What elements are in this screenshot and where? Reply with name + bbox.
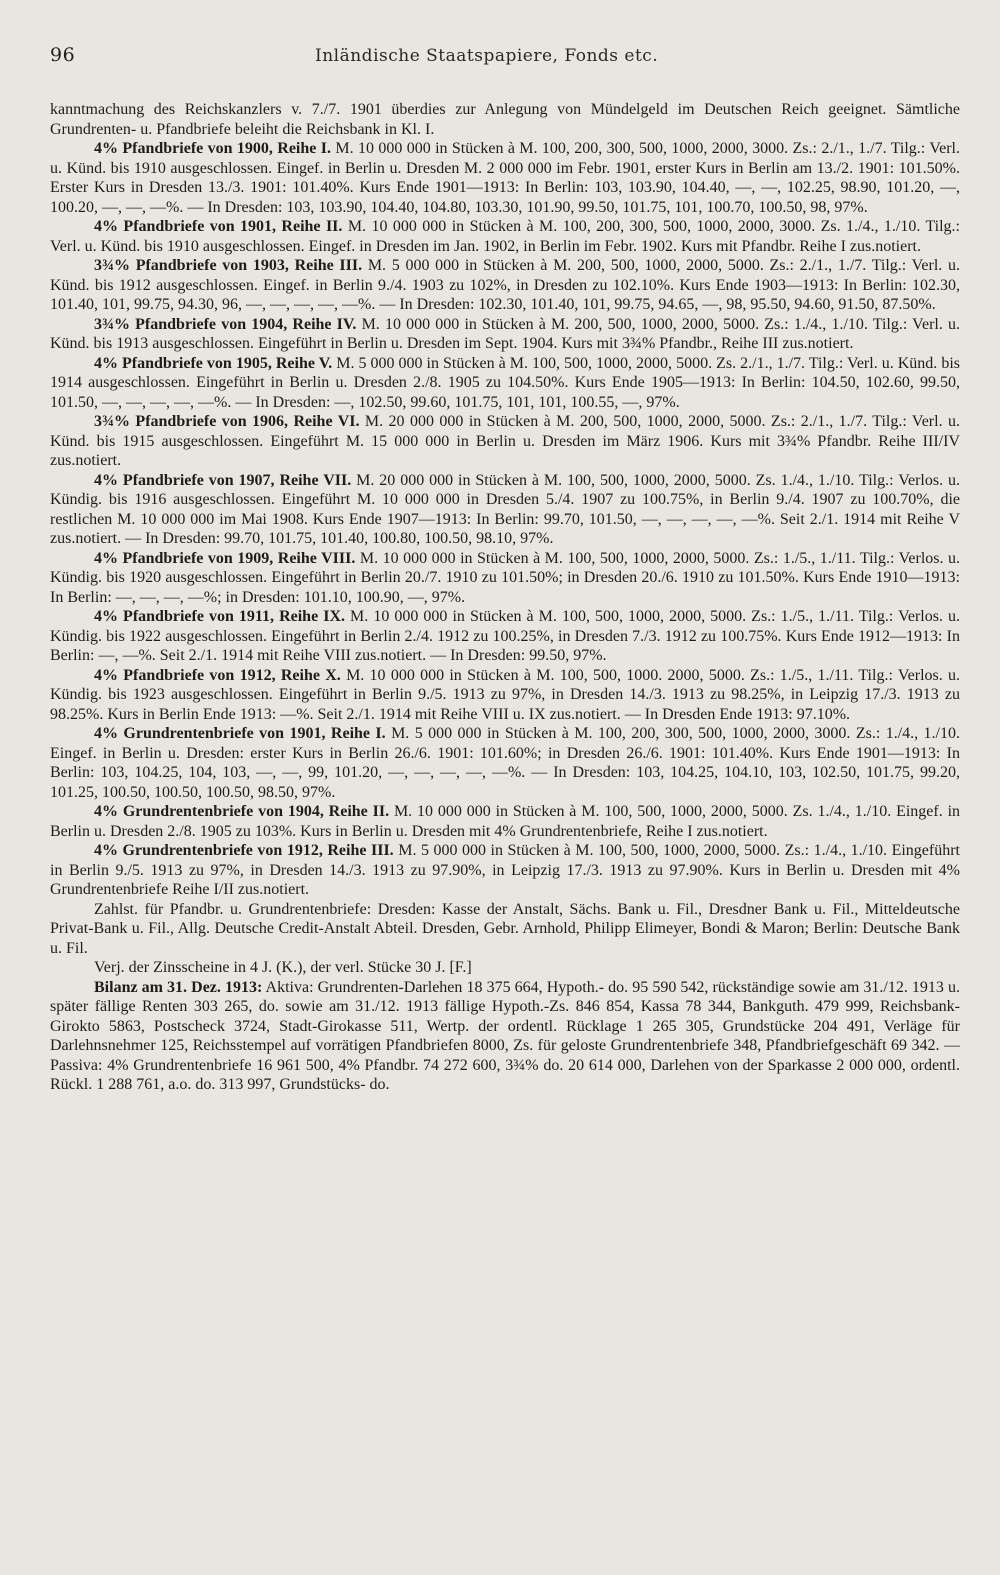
- paragraph-text: M. 5 000 000 in Stücken à M. 100, 500, 1000, 2000, 5000. Zs. 2./1., 1./7. Tilg.: Verl. u. Künd. bis 1914 ausgeschlossen. Eingeführt in Berlin u. Dresden 2./8. 1905 zu 104.50%. Kurs Ende 1905—1913: In Berlin: 104.50, 102.60, 99.50, 101.50, —, —, —, —, —%. — In Dresden: —, 102.50, 99.60, 101.75, 101, 101, 100.55, —, 97%.: [50, 354, 961, 411]
- paragraph: [50, 841, 960, 900]
- paragraph: [50, 315, 960, 354]
- entry-title: 4% Pfandbriefe von 1900, Reihe I.: [94, 140, 331, 157]
- paragraph-text: M. 10 000 000 in Stücken à M. 100, 200, 300, 500, 1000, 2000, 3000. Zs.: 2./1., 1./7. Tilg.: Verl. u. Künd. bis 1910 ausgeschlossen. Eingef. in Berlin u. Dresden M. 2 000 000 im Febr. 1901, erster Kurs in Berlin am 13./2. 1901: 101.50%. Erster Kurs in Dresden 13./3. 1901: 101.40%. Kurs Ende 1901—1913: In Berlin: 103, 103.90, 104.40, —, —, 102.25, 98.90, 101.20, —, 100.20, —, —, —%. — In Dresden: 103, 103.90, 104.40, 104.80, 103.30, 101.90, 99.50, 101.75, 101, 100.70, 100.50, 98, 97%.: [50, 140, 960, 216]
- entry-title: 3¾% Pfandbriefe von 1904, Reihe IV.: [94, 315, 357, 333]
- paragraph: [50, 471, 960, 549]
- entry-title: 4% Pfandbriefe von 1907, Reihe VII.: [94, 471, 352, 489]
- body-text: [50, 100, 960, 1095]
- paragraph-text: M. 10 000 000 in Stücken à M. 100, 500, 1000, 2000, 5000. Zs.: 1./5., 1./11. Tilg.: Verlos. u. Kündig. bis 1920 ausgeschlossen. Eingeführt in Berlin 20./7. 1910 zu 101.50%; in Dresden 20./6. 1910 zu 101.50%. Kurs Ende 1910—1913: In Berlin: —, —, —, —%; in Dresden: 101.10, 100.90, —, 97%.: [50, 549, 961, 606]
- paragraph: [50, 666, 960, 725]
- paragraph: [50, 100, 960, 139]
- paragraph-text: M. 20 000 000 in Stücken à M. 100, 500, 1000, 2000, 5000. Zs. 1./4., 1./10. Tilg.: Verlos. u. Kündig. bis 1916 ausgeschlossen. Eingeführt M. 10 000 000 in Dresden 5./4. 1907 zu 100.75%, in Berlin 9./4. 1907 zu 100.70%, die restlichen M. 10 000 000 im Mai 1908. Kurs Ende 1907—1913: In Berlin: 99.70, 101.50, —, —, —, —, —%. Seit 2./1. 1914 mit Reihe V zus.notiert. — In Dresden: 99.70, 101.75, 101.40, 100.80, 100.50, 98.10, 97%.: [50, 471, 960, 547]
- page-header: [50, 44, 960, 94]
- paragraph: [50, 802, 960, 841]
- paragraph-text: M. 20 000 000 in Stücken à M. 200, 500, 1000, 2000, 5000. Zs.: 2./1., 1./7. Tilg.: Verl. u. Künd. bis 1915 ausgeschlossen. Eingeführt M. 15 000 000 in Berlin u. Dresden im März 1906. Kurs mit 3¾% Pfandbr. Reihe III/IV zus.notiert.: [50, 413, 960, 469]
- paragraph: [50, 549, 960, 608]
- entry-title: 4% Pfandbriefe von 1905, Reihe V.: [94, 354, 333, 372]
- paragraph: [50, 256, 960, 315]
- paragraph: [50, 900, 960, 959]
- entry-title: 4% Grundrentenbriefe von 1904, Reihe II.: [94, 803, 390, 820]
- paragraph: [50, 139, 960, 217]
- paragraph: [50, 607, 960, 666]
- paragraph-text: kanntmachung des Reichskanzlers v. 7./7. 1901 überdies zur Anlegung von Mündelgeld im Deutschen Reich geeignet. Sämtliche Grundrenten- u. Pfandbriefe beleiht die Reichsbank in Kl. I.: [50, 101, 960, 138]
- entry-title: 4% Pfandbriefe von 1909, Reihe VIII.: [94, 549, 356, 567]
- paragraph: [50, 354, 960, 413]
- entry-title: 4% Grundrentenbriefe von 1912, Reihe III.: [94, 842, 394, 859]
- paragraph-text: M. 5 000 000 in Stücken à M. 200, 500, 1000, 2000, 5000. Zs.: 2./1., 1./7. Tilg.: Verl. u. Künd. bis 1912 ausgeschlossen. Eingef. in Berlin 9./4. 1903 zu 102%, in Dresden zu 102.10%. Kurs Ende 1903—1913: In Berlin: 102.30, 101.40, 101, 99.75, 94.30, 96, —, —, —, —, —%. — In Dresden: 102.30, 101.40, 101, 99.75, 94.65, —, 98, 95.50, 94.60, 91.50, 87.50%.: [50, 257, 961, 313]
- entry-title: 3¾% Pfandbriefe von 1903, Reihe III.: [94, 257, 363, 274]
- paragraph-text: Verj. der Zinsscheine in 4 J. (K.), der verl. Stücke 30 J. [F.]: [94, 959, 472, 976]
- paragraph: [50, 412, 960, 471]
- page-number: 96: [50, 44, 76, 66]
- paragraph-text: M. 10 000 000 in Stücken à M. 100, 500, 1000, 2000, 5000. Zs. 1./4., 1./10. Eingef. in Berlin u. Dresden 2./8. 1905 zu 103%. Kurs in Berlin u. Dresden mit 4% Grundrentenbriefe, Reihe I zus.notiert.: [50, 803, 961, 840]
- entry-title: 4% Pfandbriefe von 1911, Reihe IX.: [94, 608, 345, 625]
- paragraph-text: M. 10 000 000 in Stücken à M. 100, 200, 300, 500, 1000, 2000, 3000. Zs. 1./4., 1./10. Tilg.: Verl. u. Künd. bis 1910 ausgeschlossen. Eingef. in Dresden im Jan. 1902, in Berlin im Febr. 1902. Kurs mit Pfandbr. Reihe I zus.notiert.: [50, 218, 960, 255]
- paragraph: [50, 978, 960, 1095]
- paragraph-text: M. 5 000 000 in Stücken à M. 100, 200, 300, 500, 1000, 2000, 3000. Zs.: 1./4., 1./10. Eingef. in Berlin u. Dresden: erster Kurs in Berlin 26./6. 1901: 101.60%; in Dresden 26./6. 1901: 101.40%. Kurs Ende 1901—1913: In Berlin: 103, 104.25, 104, 103, —, —, 99, 101.20, —, —, —, —, —%. — In Dresden: 103, 104.25, 104.10, 103, 102.50, 101.75, 99.20, 101.25, 100.50, 100.50, 100.50, 98.50, 97%.: [50, 725, 960, 801]
- paragraph-text: Zahlst. für Pfandbr. u. Grundrentenbriefe: Dresden: Kasse der Anstalt, Sächs. Bank u. Fil., Dresdner Bank u. Fil., Mitteldeutsche Privat-Bank u. Fil., Allg. Deutsche Credit-Anstalt Abteil. Dresden, Gebr. Arnhold, Philipp Elimeyer, Bondi & Maron; Berlin: Deutsche Bank u. Fil.: [50, 900, 960, 957]
- running-title: Inländische Staatspapiere, Fonds etc.: [315, 46, 659, 66]
- paragraph: [50, 217, 960, 256]
- entry-title: Bilanz am 31. Dez. 1913:: [94, 978, 263, 996]
- paragraph-text: M. 10 000 000 in Stücken à M. 100, 500, 1000. 2000, 5000. Zs.: 1./5., 1./11. Tilg.: Verlos. u. Kündig. bis 1923 ausgeschlossen. Eingeführt in Berlin 9./5. 1913 zu 97%, in Dresden 14./3. 1913 zu 98.25%, in Leipzig 17./3. 1913 zu 98.25%. Kurs in Berlin Ende 1913: —%. Seit 2./1. 1914 mit Reihe VIII u. IX zus.notiert. — In Dresden Ende 1913: 97.10%.: [50, 666, 961, 723]
- entry-title: 4% Grundrentenbriefe von 1901, Reihe I.: [94, 725, 386, 742]
- paragraph: [50, 724, 960, 802]
- paragraph-text: Aktiva: Grundrenten-Darlehen 18 375 664, Hypoth.- do. 95 590 542, rückständige sowie am 31./12. 1913 u. später fällige Renten 303 265, do. sowie am 31./12. 1913 fällige Hypoth.-Zs. 846 854, Kassa 78 344, Bankguth. 479 999, Reichsbank-Girokto 5863, Postscheck 3724, Stadt-Girokasse 511, Wertp. der ordentl. Rücklage 1 265 305, Grundstücke 204 491, Verläge für Darlehnsnehmer 125, Reichsstempel auf vorrätigen Pfandbriefen 8000, Zs. für geloste Grundrentenbriefe 348, Pfandbriefgeschäft 69 342. — Passiva: 4% Grundrentenbriefe 16 961 500, 4% Pfandbr. 74 272 600, 3¾% do. 20 614 000, Darlehen von der Sparkasse 2 000 000, ordentl. Rückl. 1 288 761, a.o. do. 313 997, Grundstücks- do.: [50, 978, 960, 1093]
- entry-title: 4% Pfandbriefe von 1912, Reihe X.: [94, 666, 341, 684]
- paragraph-text: M. 5 000 000 in Stücken à M. 100, 500, 1000, 2000, 5000. Zs.: 1./4., 1./10. Eingeführt in Berlin 9./5. 1913 zu 97%, in Dresden 14./3. 1913 zu 97.90%, in Leipzig 17./3. 1913 zu 97.90%. Kurs in Berlin u. Dresden mit 4% Grundrentenbriefe Reihe I/II zus.notiert.: [50, 842, 960, 898]
- entry-title: 3¾% Pfandbriefe von 1906, Reihe VI.: [94, 413, 360, 430]
- paragraph-text: M. 10 000 000 in Stücken à M. 100, 500, 1000, 2000, 5000. Zs.: 1./5., 1./11. Tilg.: Verlos. u. Kündig. bis 1922 ausgeschlossen. Eingeführt in Berlin 2./4. 1912 zu 100.25%, in Dresden 7./3. 1912 zu 100.75%. Kurs Ende 1912—1913: In Berlin: —, —%. Seit 2./1. 1914 mit Reihe VIII zus.notiert. — In Dresden: 99.50, 97%.: [50, 608, 960, 664]
- paragraph-text: M. 10 000 000 in Stücken à M. 200, 500, 1000, 2000, 5000. Zs.: 1./4., 1./10. Tilg.: Verl. u. Künd. bis 1913 ausgeschlossen. Eingeführt in Berlin u. Dresden im Sept. 1904. Kurs mit 3¾% Pfandbr., Reihe III zus.notiert.: [50, 315, 961, 352]
- entry-title: 4% Pfandbriefe von 1901, Reihe II.: [94, 218, 343, 235]
- paragraph: [50, 958, 960, 978]
